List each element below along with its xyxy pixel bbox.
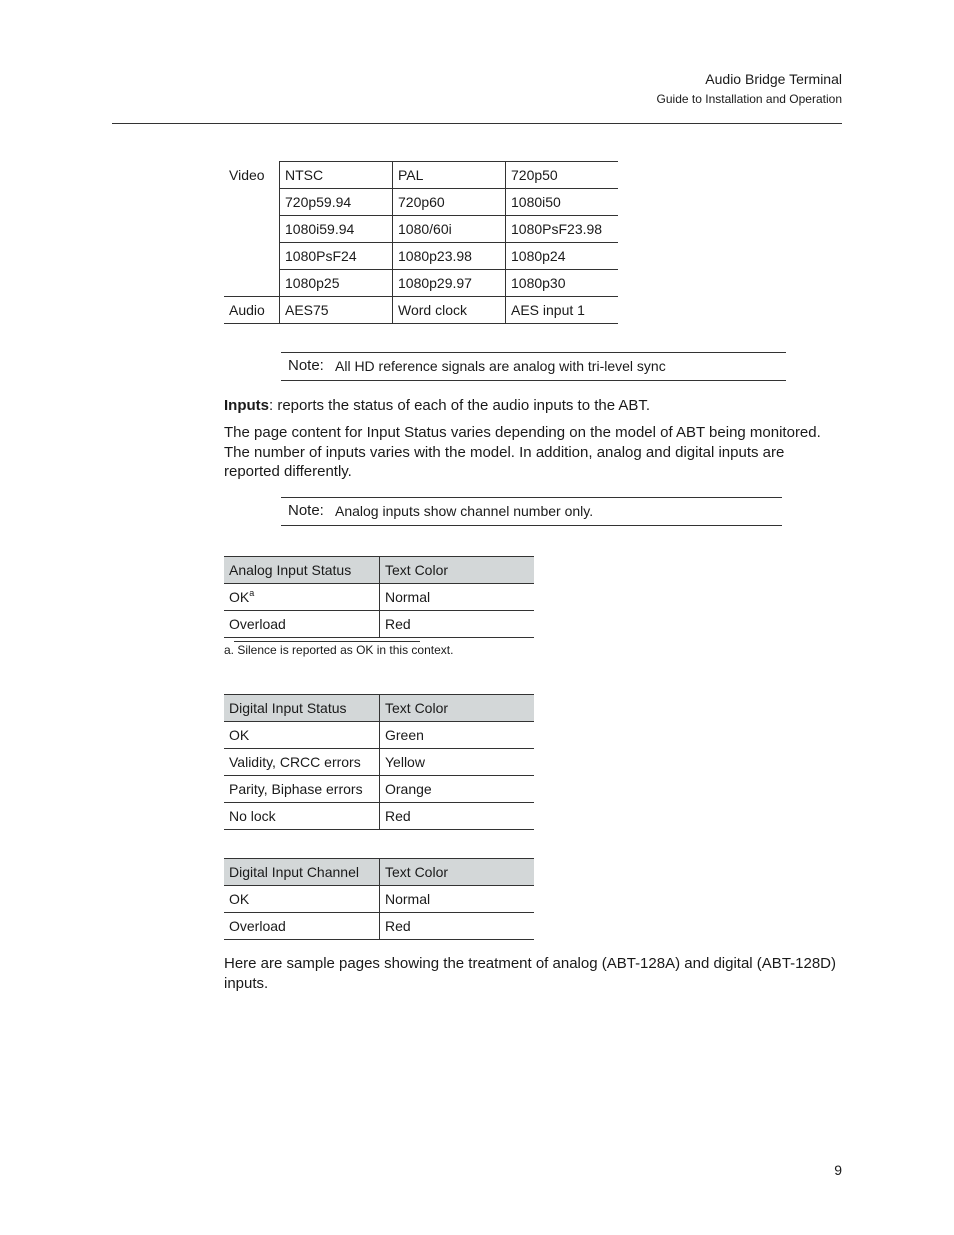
- table-cell: $OK^a$: [224, 584, 380, 611]
- footnote: a. Silence is reported as OK in this context.: [224, 643, 454, 657]
- column-header: Analog Input Status: [224, 557, 380, 584]
- note-analog-inputs: [281, 497, 782, 526]
- inputs-paragraph: [224, 396, 844, 416]
- table-cell: 1080p24: [506, 243, 619, 270]
- inputs-term: Inputs: [224, 397, 269, 414]
- column-header: Digital Input Channel: [224, 859, 380, 886]
- page-number: 9: [834, 1162, 842, 1178]
- note-label: Note:: [288, 502, 324, 519]
- note-text: Analog inputs show channel number only.: [335, 503, 594, 519]
- note-text: All HD reference signals are analog with tri-level sync: [335, 358, 666, 374]
- table-cell: No lock: [224, 803, 380, 830]
- digital-input-channel-table: [224, 858, 534, 940]
- table-cell: Word clock: [393, 297, 506, 324]
- audio-label: Audio: [224, 297, 280, 324]
- table-cell: 1080i59.94: [280, 216, 393, 243]
- table-cell: Orange: [380, 776, 535, 803]
- analog-input-status-table: [224, 556, 534, 638]
- table-cell: PAL: [393, 162, 506, 189]
- table-cell: Overload: [224, 913, 380, 940]
- table-cell: NTSC: [280, 162, 393, 189]
- table-cell: OK: [224, 886, 380, 913]
- column-header: Text Color: [380, 557, 535, 584]
- table-cell: Overload: [224, 611, 380, 638]
- table-cell: Red: [380, 611, 535, 638]
- table-cell: Normal: [380, 886, 535, 913]
- header-subtitle: Guide to Installation and Operation: [656, 92, 842, 106]
- table-cell: 1080i50: [506, 189, 619, 216]
- content-paragraph: The page content for Input Status varies depending on the model of ABT being monitored. The number of inputs varies with the model. In addition, analog and digital inputs are reported differently.: [224, 424, 821, 480]
- table-cell: 1080p29.97: [393, 270, 506, 297]
- table-cell: Red: [380, 913, 535, 940]
- footnote-marker: a: [249, 588, 255, 598]
- table-cell: 720p59.94: [280, 189, 393, 216]
- table-cell: AES input 1: [506, 297, 619, 324]
- table-cell: Yellow: [380, 749, 535, 776]
- table-cell: Normal: [380, 584, 535, 611]
- table-cell: 1080p25: [280, 270, 393, 297]
- digital-input-status-table: [224, 694, 534, 830]
- table-cell: 1080p23.98: [393, 243, 506, 270]
- header-title: Audio Bridge Terminal: [705, 71, 842, 87]
- closing-paragraph: Here are sample pages showing the treatment of analog (ABT-128A) and digital (ABT-128D) inputs.: [224, 955, 836, 992]
- table-cell: 720p60: [393, 189, 506, 216]
- video-label: Video: [229, 167, 265, 183]
- header-rule: [112, 123, 842, 124]
- table-cell: 1080PsF24: [280, 243, 393, 270]
- table-cell: Parity, Biphase errors: [224, 776, 380, 803]
- table-cell: 1080PsF23.98: [506, 216, 619, 243]
- table-cell: 720p50: [506, 162, 619, 189]
- table-cell: Green: [380, 722, 535, 749]
- footnote-rule: [234, 641, 420, 642]
- column-header: Digital Input Status: [224, 695, 380, 722]
- inputs-description: : reports the status of each of the audio inputs to the ABT.: [269, 397, 651, 414]
- table-cell: Validity, CRCC errors: [224, 749, 380, 776]
- table-cell: AES75: [280, 297, 393, 324]
- table-cell: OK: [224, 722, 380, 749]
- table-cell: 1080/60i: [393, 216, 506, 243]
- table-cell: Red: [380, 803, 535, 830]
- column-header: Text Color: [380, 695, 535, 722]
- note-hd-reference: [281, 352, 786, 381]
- note-label: Note:: [288, 357, 324, 374]
- table-cell: 1080p30: [506, 270, 619, 297]
- column-header: Text Color: [380, 859, 535, 886]
- reference-signal-table: [224, 161, 618, 324]
